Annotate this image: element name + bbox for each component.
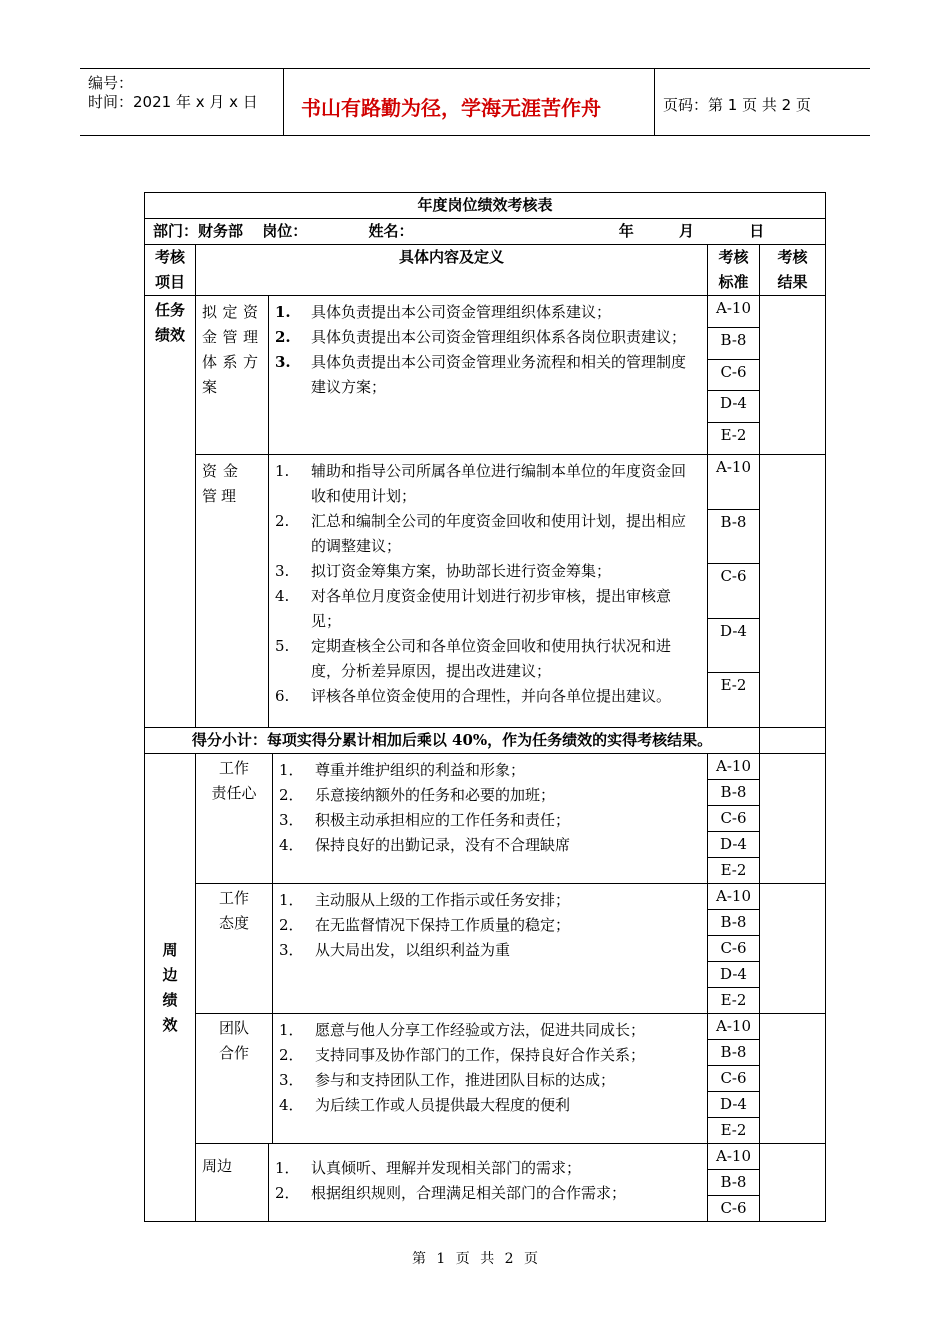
peripheral-result-cell[interactable] xyxy=(760,1014,826,1144)
peripheral-result-cell[interactable] xyxy=(760,884,826,1014)
list-item xyxy=(275,1181,699,1206)
list-item-number: 2. xyxy=(275,512,290,530)
subtotal-result-cell[interactable] xyxy=(760,728,826,754)
task-grade-cell xyxy=(708,296,760,455)
header-divider-left xyxy=(283,68,284,136)
list-item-text: 评核各单位资金使用的合理性，并向各单位提出建议。 xyxy=(311,687,672,705)
page-footer: 第 1 页 共 2 页 xyxy=(411,1251,539,1267)
grade-option: C-6 xyxy=(708,360,759,392)
peripheral-label-char: 绩 xyxy=(162,990,178,1009)
grade-option: B-8 xyxy=(708,1170,759,1196)
list-item-number: 4. xyxy=(275,587,290,605)
header-top-rule xyxy=(80,68,870,69)
peripheral-item-list xyxy=(273,884,707,965)
list-item xyxy=(279,758,699,783)
peripheral-item-top: 工作 xyxy=(218,759,249,777)
col-header-item-top: 考核 xyxy=(154,248,185,266)
grade-option: E-2 xyxy=(720,426,747,445)
grade-option: A-10 xyxy=(708,455,759,510)
list-item xyxy=(279,1018,699,1043)
list-item-number: 2. xyxy=(275,328,291,346)
col-header-result-bottom: 结果 xyxy=(777,273,808,291)
peripheral-item-top: 周边 xyxy=(202,1157,233,1175)
list-item-text: 为后续工作或人员提供最大程度的便利 xyxy=(315,1096,571,1114)
task-result-cell[interactable] xyxy=(760,455,826,728)
grade-option: A-10 xyxy=(708,1014,759,1040)
post-field: 岗位： xyxy=(262,222,308,240)
grade-option: B-8 xyxy=(708,510,759,565)
peripheral-item-content xyxy=(269,1144,708,1222)
task-item-name xyxy=(196,296,269,455)
list-item-number: 3. xyxy=(275,353,291,371)
peripheral-label-char: 效 xyxy=(162,1015,178,1034)
list-item-text: 具体负责提出本公司资金管理业务流程和相关的管理制度建议方案； xyxy=(311,353,687,396)
peripheral-item-bottom: 态度 xyxy=(218,914,249,932)
grade-option: B-8 xyxy=(708,780,759,806)
task-item-list xyxy=(269,455,707,711)
grade-option: E-2 xyxy=(720,1121,747,1139)
list-item-text: 根据组织规则，合理满足相关部门的合作需求； xyxy=(311,1184,627,1202)
peripheral-item-name xyxy=(196,754,273,884)
list-item xyxy=(279,1043,699,1068)
list-item-text: 参与和支持团队工作，推进团队目标的达成； xyxy=(315,1071,616,1089)
grade-option: B-8 xyxy=(708,910,759,936)
list-item-number: 4． xyxy=(279,1096,304,1114)
grade-option: D-4 xyxy=(708,619,759,674)
grade-list xyxy=(708,754,759,883)
peripheral-item-list xyxy=(273,754,707,860)
peripheral-item-list xyxy=(269,1144,707,1208)
header-divider-right xyxy=(654,68,655,136)
task-item-name-text: 拟定资金管理体系方案 xyxy=(202,303,262,396)
list-item-number: 2． xyxy=(279,916,304,934)
list-item-text: 主动服从上级的工作指示或任务安排； xyxy=(315,891,571,909)
task-item-name xyxy=(196,455,269,728)
list-item xyxy=(275,459,699,509)
list-item-number: 2． xyxy=(275,1184,300,1202)
task-label-bottom: 绩效 xyxy=(154,326,185,344)
list-item xyxy=(279,833,699,858)
grade-option: C-6 xyxy=(708,1066,759,1092)
grade-option: D-4 xyxy=(708,391,759,423)
list-item-text: 乐意接纳额外的任务和必要的加班； xyxy=(315,786,556,804)
document-time-label: 时间：2021 年 x 月 x 日 xyxy=(88,93,258,111)
month-field: 月 xyxy=(679,222,695,240)
grade-option: A-10 xyxy=(708,884,759,910)
list-item-number: 1. xyxy=(275,462,290,480)
task-grade-cell xyxy=(708,455,760,728)
grade-option: A-10 xyxy=(708,754,759,780)
list-item xyxy=(275,584,699,634)
peripheral-item-name xyxy=(196,884,273,1014)
col-header-content: 具体内容及定义 xyxy=(196,245,708,296)
grade-option: A-10 xyxy=(708,296,759,328)
list-item xyxy=(279,913,699,938)
peripheral-item-name xyxy=(196,1014,273,1144)
task-subtotal: 得分小计：每项实得分累计相加后乘以 40%，作为任务绩效的实得考核结果。 xyxy=(145,728,760,754)
list-item-text: 辅助和指导公司所属各单位进行编制本单位的年度资金回收和使用计划； xyxy=(311,462,687,505)
day-field: 日 xyxy=(749,222,765,240)
task-result-cell[interactable] xyxy=(760,296,826,455)
peripheral-item-name xyxy=(196,1144,269,1222)
list-item-text: 保持良好的出勤记录，没有不合理缺席 xyxy=(315,836,571,854)
list-item-number: 5. xyxy=(275,637,290,655)
peripheral-grade-cell xyxy=(708,754,760,884)
list-item-text: 从大局出发，以组织利益为重 xyxy=(315,941,511,959)
list-item-text: 具体负责提出本公司资金管理组织体系建议； xyxy=(311,303,612,321)
col-header-standard-top: 考核 xyxy=(718,248,749,266)
grade-option: E-2 xyxy=(720,991,747,1009)
list-item xyxy=(279,1093,699,1118)
grade-option: C-6 xyxy=(720,1199,747,1217)
col-header-standard xyxy=(708,245,760,296)
col-header-item-bottom: 项目 xyxy=(154,273,185,291)
list-item-number: 3． xyxy=(279,811,304,829)
peripheral-item-top: 团队 xyxy=(218,1019,249,1037)
peripheral-grade-cell xyxy=(708,1144,760,1222)
list-item-number: 1． xyxy=(279,761,304,779)
peripheral-label-char: 边 xyxy=(162,965,178,984)
year-field: 年 xyxy=(618,222,634,240)
grade-option: B-8 xyxy=(708,328,759,360)
peripheral-label-char: 周 xyxy=(162,940,178,959)
list-item-text: 在无监督情况下保持工作质量的稳定； xyxy=(315,916,571,934)
list-item-number: 1． xyxy=(279,891,304,909)
dept-field: 部门：财务部 xyxy=(153,222,244,240)
list-item-text: 支持同事及协作部门的工作，保持良好合作关系； xyxy=(315,1046,646,1064)
task-item-content xyxy=(269,296,708,455)
header-page-label: 页码：第 1 页 共 2 页 xyxy=(663,96,811,114)
list-item-text: 愿意与他人分享工作经验或方法，促进共同成长； xyxy=(315,1021,646,1039)
grade-option: A-10 xyxy=(708,1144,759,1170)
peripheral-grade-cell xyxy=(708,1014,760,1144)
peripheral-section-label xyxy=(145,754,196,1222)
header-motto: 书山有路勤为径，学海无涯苦作舟 xyxy=(301,96,601,120)
grade-option: D-4 xyxy=(708,962,759,988)
peripheral-item-list xyxy=(273,1014,707,1120)
list-item-number: 3． xyxy=(279,1071,304,1089)
list-item-text: 认真倾听、理解并发现相关部门的需求； xyxy=(311,1159,582,1177)
list-item-number: 3. xyxy=(275,562,290,580)
grade-option: B-8 xyxy=(708,1040,759,1066)
list-item-text: 具体负责提出本公司资金管理组织体系各岗位职责建议； xyxy=(311,328,687,346)
peripheral-grade-cell xyxy=(708,884,760,1014)
list-item-number: 1． xyxy=(279,1021,304,1039)
grade-list xyxy=(708,296,759,454)
peripheral-item-content xyxy=(273,1014,708,1144)
grade-option: C-6 xyxy=(708,564,759,619)
list-item-text: 定期查核全公司和各单位资金回收和使用执行状况和进度，分析差异原因，提出改进建议； xyxy=(311,637,672,680)
grade-option: C-6 xyxy=(708,936,759,962)
list-item-number: 3． xyxy=(279,941,304,959)
dept-row xyxy=(145,219,826,245)
performance-table xyxy=(144,192,826,1222)
list-item xyxy=(275,300,699,325)
peripheral-item-bottom: 合作 xyxy=(218,1044,249,1062)
grade-list xyxy=(708,1144,759,1221)
list-item xyxy=(279,808,699,833)
list-item-number: 4． xyxy=(279,836,304,854)
grade-list xyxy=(708,455,759,727)
list-item xyxy=(275,559,699,584)
list-item-text: 尊重并维护组织的利益和形象； xyxy=(315,761,526,779)
grade-list xyxy=(708,884,759,1013)
peripheral-result-cell[interactable] xyxy=(760,754,826,884)
document-number-label: 编号： xyxy=(88,74,134,92)
task-section-label xyxy=(145,296,196,728)
list-item xyxy=(275,350,699,400)
list-item-number: 6. xyxy=(275,687,290,705)
list-item-text: 对各单位月度资金使用计划进行初步审核，提出审核意见； xyxy=(311,587,672,630)
list-item-number: 1. xyxy=(275,303,291,321)
peripheral-item-content xyxy=(273,754,708,884)
list-item xyxy=(279,888,699,913)
table-title: 年度岗位绩效考核表 xyxy=(145,193,826,219)
list-item xyxy=(275,325,699,350)
task-label-top: 任务 xyxy=(154,301,185,319)
peripheral-result-cell[interactable] xyxy=(760,1144,826,1222)
list-item xyxy=(279,1068,699,1093)
list-item xyxy=(275,684,699,709)
col-header-result-top: 考核 xyxy=(777,248,808,266)
grade-option: E-2 xyxy=(720,676,747,695)
peripheral-item-bottom: 责任心 xyxy=(211,784,257,802)
task-item-list xyxy=(269,296,707,402)
list-item-number: 1． xyxy=(275,1159,300,1177)
list-item-number: 2． xyxy=(279,786,304,804)
col-header-result xyxy=(760,245,826,296)
list-item-text: 积极主动承担相应的工作任务和责任； xyxy=(315,811,571,829)
list-item xyxy=(279,783,699,808)
grade-option: D-4 xyxy=(708,832,759,858)
task-item-name-text: 资金管理 xyxy=(202,462,242,505)
grade-list xyxy=(708,1014,759,1143)
task-item-content xyxy=(269,455,708,728)
list-item xyxy=(275,634,699,684)
grade-option: E-2 xyxy=(720,861,747,879)
list-item xyxy=(279,938,699,963)
col-header-item xyxy=(145,245,196,296)
peripheral-item-top: 工作 xyxy=(218,889,249,907)
list-item-number: 2． xyxy=(279,1046,304,1064)
list-item xyxy=(275,509,699,559)
list-item xyxy=(275,1156,699,1181)
list-item-text: 汇总和编制全公司的年度资金回收和使用计划，提出相应的调整建议； xyxy=(311,512,687,555)
col-header-standard-bottom: 标准 xyxy=(718,273,749,291)
grade-option: D-4 xyxy=(708,1092,759,1118)
peripheral-item-content xyxy=(273,884,708,1014)
name-field: 姓名： xyxy=(368,222,414,240)
list-item-text: 拟订资金筹集方案，协助部长进行资金筹集； xyxy=(311,562,612,580)
header-bottom-rule xyxy=(80,135,870,136)
grade-option: C-6 xyxy=(708,806,759,832)
